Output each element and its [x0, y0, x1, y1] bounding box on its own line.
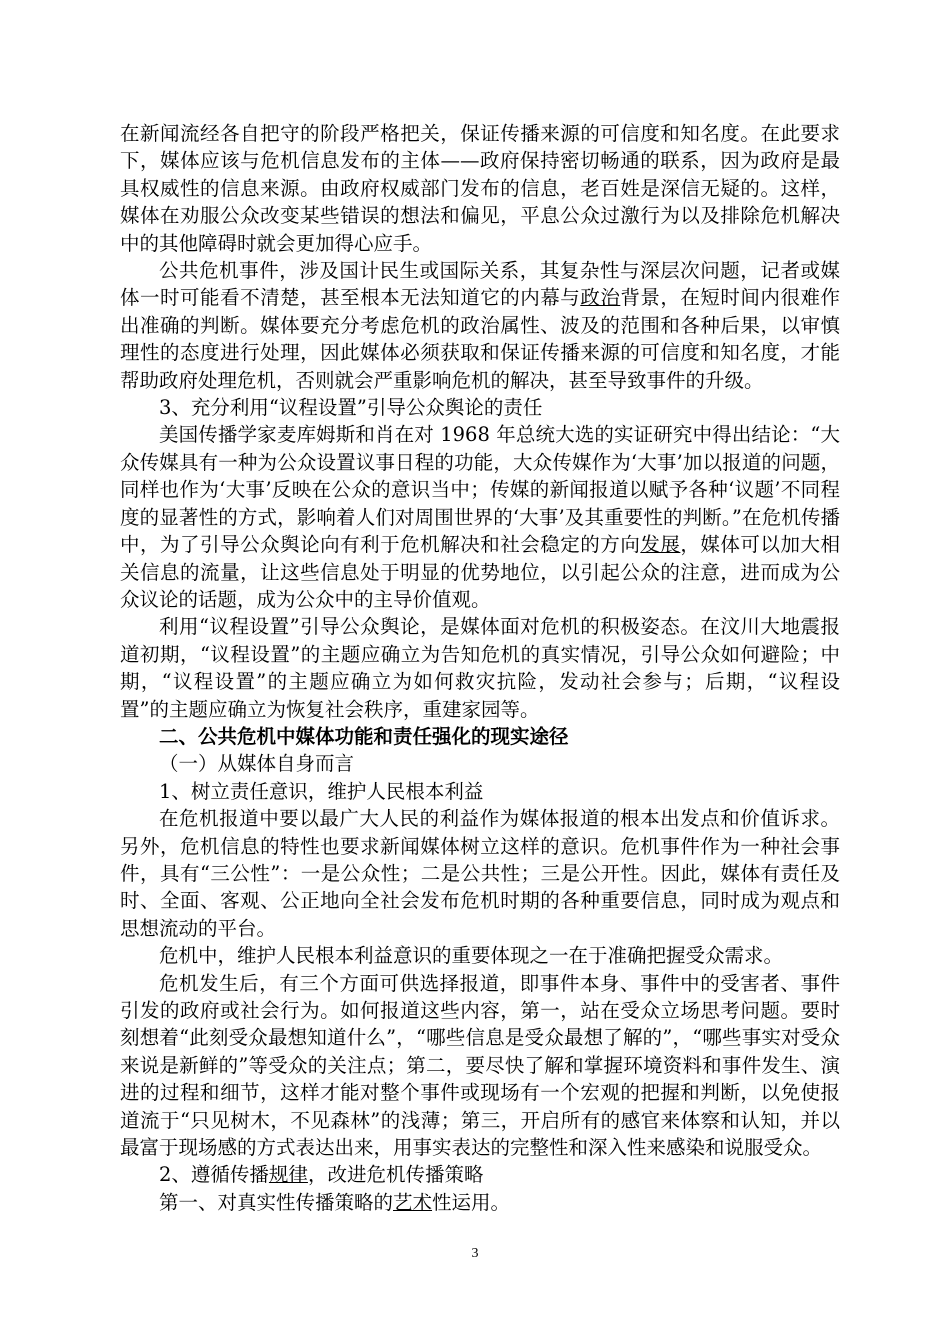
- paragraph-4-text-a: 美国传播学家麦库姆斯和肖在对 1968 年总统大选的实证研究中得出结论：“大众传媒具有一种为公众设置议事日程的功能，大众传媒作为‘大事’加以报道的问题，同样也作为‘大事’反映在公众的意识当中；传媒的新闻报道以赋予各种‘议题’不同程度的显著性的方式，影响着人们对周围世界的‘大事’及其重要性的判断。”在危机传播中，为了引导公众舆论向有利于危机解决和社会稳定的方向: [120, 423, 840, 557]
- subheading-strategy: [120, 1161, 840, 1188]
- subheading-responsibility: [120, 778, 840, 805]
- document-body: [120, 120, 840, 1216]
- paragraph-9-text: 在危机报道中要以最广大人民的利益作为媒体报道的根本出发点和价值诉求。另外，危机信息的特性也要求新闻媒体树立这样的意识。危机事件作为一种社会事件，具有“三公性”：一是公众性；二是公共性；三是公开性。因此，媒体有责任及时、全面、客观、公正地向全社会发布危机时期的各种重要信息，同时成为观点和思想流动的平台。: [120, 807, 840, 940]
- paragraph-11-text: 危机发生后，有三个方面可供选择报道，即事件本身、事件中的受害者、事件引发的政府或社会行为。如何报道这些内容，第一，站在受众立场思考问题。要时刻想着“此刻受众最想知道什么”，“哪些信息是受众最想了解的”，“哪些事实对受众来说是新鲜的”等受众的关注点；第二，要尽快了解和掌握环境资料和事件发生、演进的过程和细节，这样才能对整个事件或现场有一个宏观的把握和判断，以免使报道流于“只见树木，不见森林”的浅薄；第三，开启所有的感官来体察和认知，并以最富于现场感的方式表达出来，用事实表达的完整性和深入性来感染和说服受众。: [120, 971, 840, 1160]
- link-rules[interactable]: 规律: [268, 1163, 308, 1187]
- paragraph-13: [120, 1189, 840, 1216]
- section-heading-2: [120, 723, 840, 750]
- paragraph-9: [120, 805, 840, 942]
- subheading-agenda-setting-text: 3、充分利用“议程设置”引导公众舆论的责任: [159, 396, 543, 420]
- paragraph-4: [120, 421, 840, 613]
- paragraph-1: [120, 120, 840, 257]
- paragraph-10: [120, 942, 840, 969]
- link-art[interactable]: 艺术: [393, 1190, 433, 1214]
- paragraph-1-text: 在新闻流经各自把守的阶段严格把关，保证传播来源的可信度和知名度。在此要求下，媒体应该与危机信息发布的主体——政府保持密切畅通的联系，因为政府是最具权威性的信息来源。由政府权威部门发布的信息，老百姓是深信无疑的。这样，媒体在劝服公众改变某些错误的想法和偏见，平息公众过激行为以及排除危机解决中的其他障碍时就会更加得心应手。: [120, 122, 840, 255]
- subsection-heading-1: [120, 750, 840, 777]
- page-number: 3: [471, 1246, 479, 1261]
- paragraph-13-text-b: 性运用。: [432, 1190, 511, 1214]
- link-politics[interactable]: 政治: [580, 286, 621, 310]
- paragraph-5-text: 利用“议程设置”引导公众舆论，是媒体面对危机的积极姿态。在汶川大地震报道初期，“议程设置”的主题应确立为告知危机的真实情况，引导公众如何避险；中期，“议程设置”的主题应确立为如何救灾抗险，发动社会参与；后期，“议程设置”的主题应确立为恢复社会秩序，重建家园等。: [120, 615, 840, 721]
- paragraph-2-text-b: 背景，在短时间内很难作出准确的判断。媒体要充分考虑危机的政治属性、波及的范围和各种后果，以审慎理性的态度进行处理，因此媒体必须获取和保证传播来源的可信度和知名度，才能帮助政府处理危机，否则就会严重影响危机的解决，甚至导致事件的升级。: [120, 286, 840, 392]
- paragraph-2: [120, 257, 840, 394]
- subheading-responsibility-text: 1、树立责任意识，维护人民根本利益: [159, 779, 484, 803]
- paragraph-4-text-b: ，媒体可以加大相关信息的流量，让这些信息处于明显的优势地位，以引起公众的注意，进而成为公众议论的话题，成为公众中的主导价值观。: [120, 533, 840, 611]
- section-heading-2-text: 二、公共危机中媒体功能和责任强化的现实途径: [159, 724, 569, 748]
- subheading-strategy-text-a: 2、遵循传播: [159, 1163, 269, 1187]
- paragraph-13-text-a: 第一、对真实性传播策略的: [159, 1190, 394, 1214]
- paragraph-5: [120, 613, 840, 723]
- subheading-agenda-setting: [120, 394, 840, 421]
- paragraph-10-text: 危机中，维护人民根本利益意识的重要体现之一在于准确把握受众需求。: [159, 944, 784, 968]
- subsection-heading-1-text: （一）从媒体自身而言: [159, 752, 355, 776]
- subheading-strategy-text-b: ，改进危机传播策略: [307, 1163, 484, 1187]
- paragraph-11: [120, 970, 840, 1162]
- paragraph-2-text-a: 公共危机事件，涉及国计民生或国际关系，其复杂性与深层次问题，记者或媒体一时可能看不清楚，甚至根本无法知道它的内幕与: [120, 259, 840, 310]
- link-development[interactable]: 发展: [640, 533, 681, 557]
